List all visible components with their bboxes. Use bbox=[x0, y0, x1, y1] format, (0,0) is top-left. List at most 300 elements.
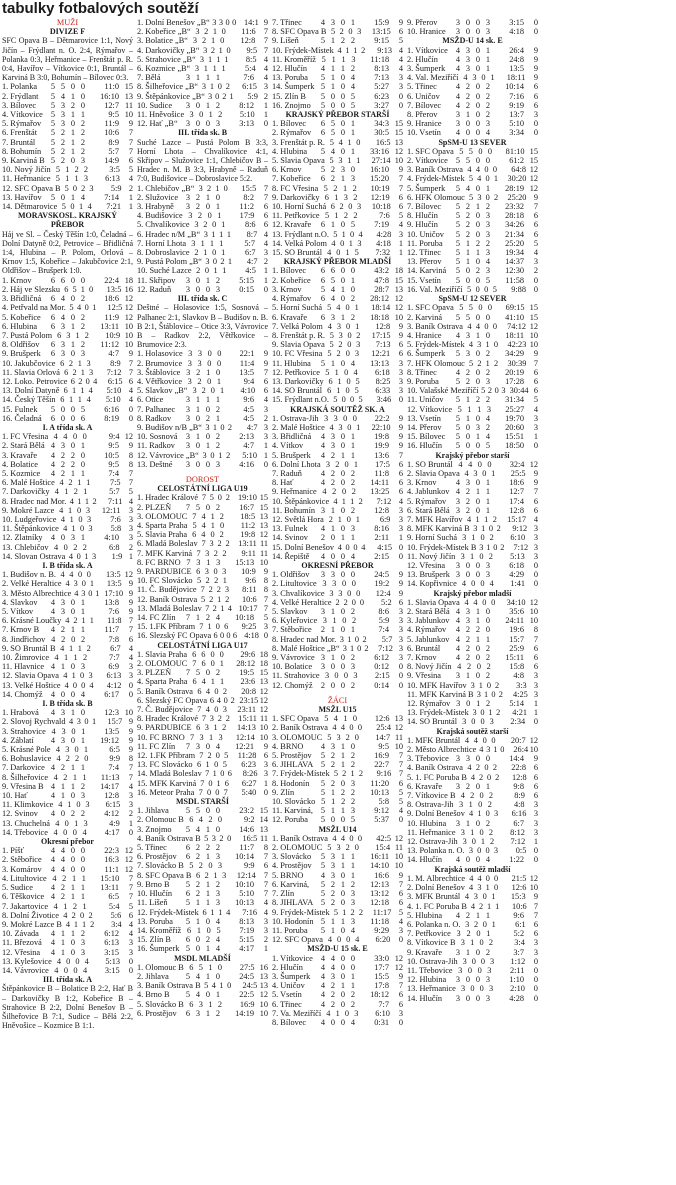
score: 10:6 bbox=[241, 594, 257, 604]
points: 11 bbox=[259, 833, 268, 843]
score: 15:20 bbox=[370, 174, 389, 184]
score: 3:46 bbox=[376, 395, 392, 405]
points: 15 bbox=[259, 668, 268, 678]
score: 11:6 bbox=[241, 27, 256, 37]
draws: 2 bbox=[73, 542, 78, 552]
matches: 3 bbox=[455, 110, 460, 120]
team-name: 14. Mladá Boleslav bbox=[137, 769, 202, 779]
losses: 0 bbox=[485, 754, 490, 764]
draws: 0 bbox=[217, 82, 222, 92]
points: 7 bbox=[263, 183, 268, 193]
table-row bbox=[272, 598, 403, 607]
wins: 5 bbox=[465, 312, 470, 322]
matches: 3 bbox=[199, 54, 204, 64]
table-row bbox=[407, 846, 538, 855]
team-name: 7. Jakartovice bbox=[2, 901, 49, 911]
score: 8:13 bbox=[374, 64, 389, 74]
table-row bbox=[407, 248, 538, 257]
wins: 1 bbox=[195, 916, 200, 926]
table-row bbox=[407, 276, 538, 285]
points: 11 bbox=[259, 548, 268, 558]
wins: 2 bbox=[330, 879, 335, 889]
table-row bbox=[407, 64, 538, 73]
score: 9:16 bbox=[376, 769, 392, 779]
points: 10 bbox=[259, 557, 269, 567]
matches: 4 bbox=[64, 680, 69, 690]
draws: 0 bbox=[475, 257, 480, 267]
table-row bbox=[2, 874, 133, 883]
score: 8:7 bbox=[246, 229, 258, 239]
matches: 4 bbox=[50, 938, 55, 948]
draws: 0 bbox=[70, 275, 75, 285]
draws: 0 bbox=[70, 413, 75, 423]
wins: 2 bbox=[465, 505, 470, 515]
score: 7:16 bbox=[509, 91, 524, 101]
team-name: 14. Šumperk bbox=[272, 82, 315, 92]
losses: 2 bbox=[350, 64, 355, 74]
matches: 4 bbox=[53, 827, 58, 837]
points: 4 bbox=[398, 220, 403, 230]
matches: 4 bbox=[50, 533, 55, 543]
draws: 0 bbox=[475, 45, 480, 55]
losses: 2 bbox=[225, 493, 230, 503]
score: 17:5 bbox=[375, 459, 390, 469]
team-name: 15. Zlín B bbox=[272, 91, 306, 101]
draws: 1 bbox=[475, 616, 480, 626]
team-name: 6. Hradec n/M „B“ bbox=[137, 229, 201, 239]
score: 26:4 bbox=[513, 745, 529, 755]
wins: 2 bbox=[339, 27, 344, 37]
page-title: tabulky fotbalových soutěží bbox=[2, 0, 199, 17]
table-row bbox=[407, 579, 538, 588]
draws: 0 bbox=[343, 671, 349, 681]
score: 24:5 bbox=[374, 570, 389, 580]
table-row bbox=[137, 512, 268, 521]
team-name: 12. Poruba bbox=[272, 815, 308, 825]
losses: 0 bbox=[86, 570, 91, 580]
points: 1 bbox=[263, 944, 268, 954]
wins: 1 bbox=[331, 54, 336, 64]
matches: 4 bbox=[469, 873, 474, 883]
wins: 3 bbox=[209, 539, 214, 549]
losses: 1 bbox=[491, 919, 496, 929]
matches: 4 bbox=[455, 487, 460, 497]
wins: 3 bbox=[465, 754, 470, 764]
losses: 0 bbox=[350, 953, 355, 963]
wins: 1 bbox=[330, 82, 335, 92]
score: 18:5 bbox=[240, 511, 256, 521]
wins: 1 bbox=[71, 386, 77, 396]
score: 3:15 bbox=[104, 947, 119, 957]
matches: 6 bbox=[64, 284, 69, 294]
score: 16:5 bbox=[375, 137, 391, 147]
team-name: 7. Třinec bbox=[272, 18, 302, 27]
losses: 0 bbox=[217, 962, 223, 972]
wins: 1 bbox=[195, 898, 200, 908]
table-row bbox=[2, 920, 133, 929]
score: 4:28 bbox=[509, 993, 524, 1003]
losses: 1 bbox=[350, 861, 355, 871]
draws: 0 bbox=[205, 119, 210, 129]
matches: 4 bbox=[455, 855, 460, 865]
team-name: 6. Karviná, bbox=[272, 879, 310, 889]
draws: 0 bbox=[340, 990, 345, 1000]
score: 9:5 bbox=[108, 459, 119, 469]
draws: 0 bbox=[479, 938, 484, 948]
score: 18:6 bbox=[104, 294, 119, 304]
table-row bbox=[272, 815, 403, 824]
losses: 4 bbox=[89, 680, 94, 690]
draws: 0 bbox=[475, 643, 480, 653]
team-name: 1. Jihlava bbox=[137, 806, 169, 816]
score: 43:2 bbox=[374, 266, 389, 276]
table-row bbox=[272, 733, 403, 742]
table-row bbox=[137, 595, 268, 604]
team-name: 5. Vítkov bbox=[2, 607, 34, 616]
table-row bbox=[2, 294, 133, 303]
score: 15:7 bbox=[107, 717, 123, 727]
score: 3:4 bbox=[111, 919, 122, 929]
losses: 2 bbox=[489, 533, 494, 543]
matches: 7 bbox=[185, 502, 190, 512]
wins: 0 bbox=[477, 846, 482, 856]
losses: 2 bbox=[80, 119, 85, 129]
points: 7 bbox=[263, 27, 268, 37]
team-name: 11. Kroměříž bbox=[272, 54, 316, 64]
points: 5 bbox=[398, 787, 403, 797]
competition-heading: MSŽL U14 bbox=[318, 824, 357, 834]
score: 10:14 bbox=[235, 852, 254, 862]
draws: 1 bbox=[347, 156, 352, 166]
table-row bbox=[407, 994, 538, 1003]
score: 16:9 bbox=[374, 751, 389, 761]
team-name: 6. Kyleřovice bbox=[272, 616, 318, 626]
points: 10 bbox=[529, 745, 538, 755]
points: 10 bbox=[529, 330, 538, 340]
losses: 2 bbox=[485, 82, 490, 92]
wins: 3 bbox=[61, 726, 66, 736]
team-name: 12. Raduň bbox=[137, 284, 172, 294]
table-row bbox=[272, 671, 403, 680]
team-name: 8. JIHLAVA bbox=[272, 898, 314, 908]
losses: 1 bbox=[83, 745, 89, 755]
matches: 6 bbox=[196, 723, 201, 733]
team-name: 7. Bílovec bbox=[407, 202, 442, 212]
table-row bbox=[137, 55, 268, 64]
losses: 2 bbox=[487, 800, 492, 810]
draws: 1 bbox=[77, 643, 82, 653]
losses: 0 bbox=[80, 855, 85, 865]
table-row bbox=[407, 671, 538, 680]
points: 3 bbox=[533, 680, 539, 690]
table-row bbox=[137, 567, 268, 576]
losses: 6 bbox=[80, 413, 85, 423]
wins: 0 bbox=[195, 275, 200, 285]
points: 10 bbox=[529, 883, 538, 893]
losses: 1 bbox=[485, 54, 490, 64]
points: 8 bbox=[533, 625, 538, 635]
draws: 0 bbox=[226, 631, 231, 641]
matches: 3 bbox=[320, 505, 326, 515]
wins: 0 bbox=[341, 395, 346, 405]
table-row bbox=[407, 809, 538, 818]
losses: 1 bbox=[215, 73, 220, 83]
team-name: 10. Bolatice bbox=[272, 662, 313, 672]
losses: 2 bbox=[227, 422, 232, 432]
losses: 1 bbox=[215, 413, 220, 423]
draws: 1 bbox=[74, 174, 79, 184]
points: 7 bbox=[263, 367, 269, 377]
score: 9:5 bbox=[108, 110, 119, 120]
points: 3 bbox=[398, 514, 404, 524]
draws: 2 bbox=[217, 539, 222, 549]
matches: 5 bbox=[329, 156, 334, 166]
draws: 1 bbox=[350, 769, 355, 779]
draws: 1 bbox=[70, 128, 75, 138]
wins: 0 bbox=[60, 192, 65, 202]
team-name: 8. Jindřichov bbox=[2, 634, 46, 644]
matches: 5 bbox=[455, 349, 460, 359]
losses: 3 bbox=[485, 993, 490, 1003]
team-name: 2. Hlučín bbox=[272, 962, 303, 972]
table-row bbox=[407, 285, 538, 294]
table-row bbox=[137, 549, 268, 558]
points: 0 bbox=[398, 662, 403, 672]
score: 15:5 bbox=[374, 971, 389, 981]
team-name: 2. PLZEŇ bbox=[137, 502, 172, 512]
matches: 4 bbox=[63, 910, 68, 920]
wins: 0 bbox=[72, 680, 78, 690]
table-row bbox=[2, 276, 133, 285]
draws: 2 bbox=[219, 833, 224, 843]
losses: 0 bbox=[352, 413, 357, 423]
table-row bbox=[407, 708, 538, 717]
points: 7 bbox=[398, 879, 403, 889]
points: 15 bbox=[529, 156, 538, 166]
losses: 1 bbox=[485, 45, 490, 55]
table-row bbox=[407, 957, 538, 966]
losses: 3 bbox=[350, 889, 355, 899]
losses: 2 bbox=[485, 91, 490, 101]
team-name: 1. Vítkovice bbox=[272, 953, 313, 963]
draws: 2 bbox=[475, 395, 480, 405]
losses: 3 bbox=[80, 791, 85, 801]
table-row bbox=[272, 469, 403, 478]
team-name: 4. Frýdek-Místek bbox=[407, 174, 465, 184]
score: 12:7 bbox=[104, 100, 119, 110]
draws: 0 bbox=[78, 514, 83, 524]
matches: 6 bbox=[60, 395, 65, 405]
table-row bbox=[407, 920, 538, 929]
table-row bbox=[272, 73, 403, 82]
score: 5:9 bbox=[110, 183, 122, 193]
wins: 0 bbox=[330, 815, 335, 825]
draws: 1 bbox=[342, 183, 348, 193]
wins: 2 bbox=[465, 634, 470, 644]
table-row bbox=[407, 349, 538, 358]
losses: 1 bbox=[221, 64, 226, 74]
team-name: 12. Vřesina bbox=[2, 947, 41, 957]
points: 3 bbox=[398, 82, 403, 92]
team-name: 5. Sudice bbox=[2, 883, 33, 893]
team-name: 8. Vítkovice B bbox=[407, 938, 456, 948]
score: 4:7 bbox=[246, 257, 258, 267]
matches: 4 bbox=[60, 514, 66, 524]
draws: 0 bbox=[207, 358, 212, 368]
points: 4 bbox=[398, 496, 403, 506]
matches: 5 bbox=[185, 898, 190, 908]
draws: 1 bbox=[476, 699, 481, 709]
score: 22:5 bbox=[239, 990, 254, 1000]
points: 5 bbox=[263, 613, 268, 622]
wins: 3 bbox=[465, 64, 470, 74]
score: 19:8 bbox=[374, 432, 389, 442]
matches: 4 bbox=[69, 717, 74, 727]
table-row bbox=[272, 880, 403, 889]
wins: 1 bbox=[477, 809, 482, 819]
losses: 2 bbox=[222, 686, 228, 696]
draws: 0 bbox=[205, 459, 210, 469]
matches: 4 bbox=[332, 833, 337, 843]
draws: 2 bbox=[341, 797, 346, 807]
matches: 4 bbox=[50, 855, 55, 865]
team-name: 11. Petřkovice bbox=[272, 211, 320, 221]
matches: 5 bbox=[329, 137, 334, 147]
wins: 1 bbox=[330, 358, 335, 368]
points: 0 bbox=[128, 827, 134, 837]
table-row bbox=[2, 487, 133, 496]
table-row bbox=[2, 349, 133, 358]
points: 12 bbox=[394, 294, 403, 304]
points: 0 bbox=[533, 27, 538, 37]
table-row bbox=[407, 782, 538, 791]
table-row bbox=[2, 543, 133, 552]
table-row bbox=[2, 92, 133, 101]
points: 0 bbox=[398, 935, 403, 945]
team-name: 3. Město Albrechtice bbox=[2, 588, 72, 598]
draws: 0 bbox=[479, 984, 484, 994]
draws: 0 bbox=[340, 607, 345, 616]
points: 7 bbox=[398, 769, 404, 779]
draws: 0 bbox=[475, 993, 480, 1003]
table-row bbox=[2, 855, 133, 864]
losses: 0 bbox=[219, 520, 225, 530]
wins: 2 bbox=[330, 478, 335, 488]
table-row bbox=[407, 883, 538, 892]
draws: 1 bbox=[487, 901, 492, 911]
losses: 3 bbox=[485, 27, 490, 37]
draws: 1 bbox=[205, 879, 210, 889]
score: 28:12 bbox=[370, 294, 389, 304]
wins: 4 bbox=[60, 294, 65, 304]
losses: 3 bbox=[493, 846, 498, 856]
losses: 3 bbox=[490, 956, 495, 966]
table-row bbox=[2, 377, 133, 386]
score: 7:13 bbox=[375, 340, 391, 350]
score: 17:4 bbox=[509, 496, 524, 506]
table-row bbox=[2, 938, 133, 947]
points: 10 bbox=[124, 708, 133, 718]
score: 17:10 bbox=[104, 588, 124, 598]
team-name: 9. Karviná B bbox=[2, 156, 45, 166]
team-name: 8. Bílovec bbox=[272, 1017, 307, 1027]
score: 47:8 bbox=[374, 275, 389, 285]
wins: 3 bbox=[211, 833, 216, 843]
losses: 1 bbox=[219, 677, 225, 687]
score: 20:8 bbox=[241, 686, 257, 696]
team-name: 14. Karviná bbox=[407, 266, 447, 276]
points: 6 bbox=[533, 919, 538, 929]
points: 3 bbox=[263, 432, 268, 442]
wins: 2 bbox=[333, 183, 338, 193]
losses: 4 bbox=[82, 827, 87, 837]
team-name: 16. Znojmo bbox=[272, 100, 311, 110]
draws: 1 bbox=[340, 852, 345, 862]
losses: 2 bbox=[215, 1008, 220, 1018]
losses: 2 bbox=[493, 192, 499, 202]
wins: 1 bbox=[345, 45, 350, 55]
table-row bbox=[2, 524, 133, 533]
matches: 2 bbox=[196, 266, 201, 276]
matches: 5 bbox=[320, 358, 325, 368]
draws: 0 bbox=[344, 1008, 350, 1018]
table-row bbox=[407, 423, 538, 432]
wins: 1 bbox=[69, 514, 74, 524]
wins: 1 bbox=[205, 760, 210, 770]
draws: 1 bbox=[70, 110, 75, 120]
table-row bbox=[272, 313, 403, 322]
score: 9:13 bbox=[377, 45, 393, 55]
losses: 2 bbox=[358, 769, 363, 779]
draws: 0 bbox=[475, 27, 480, 37]
matches: 5 bbox=[50, 156, 55, 166]
table-row bbox=[137, 101, 268, 110]
losses: 2 bbox=[361, 45, 366, 55]
wins: 0 bbox=[465, 275, 470, 285]
wins: 2 bbox=[330, 999, 335, 1009]
score: 1:9 bbox=[111, 551, 123, 561]
competition-heading: I. B třída sk. A bbox=[42, 560, 93, 570]
points: 9 bbox=[128, 579, 134, 589]
points: 6 bbox=[263, 211, 269, 221]
score: 7:11 bbox=[107, 496, 123, 506]
points: 4 bbox=[128, 781, 133, 791]
matches: 4 bbox=[332, 723, 337, 733]
matches: 5 bbox=[327, 349, 332, 359]
team-name: 12. SFC Opava bbox=[272, 935, 323, 945]
table-row bbox=[407, 359, 538, 368]
table-row bbox=[137, 788, 268, 797]
losses: 2 bbox=[485, 818, 490, 828]
wins: 5 bbox=[468, 146, 473, 156]
table-row bbox=[2, 745, 133, 754]
wins: 3 bbox=[65, 745, 70, 755]
points: 4 bbox=[128, 395, 133, 405]
points: 10 bbox=[124, 330, 133, 340]
draws: 0 bbox=[475, 505, 480, 515]
losses: 2 bbox=[350, 990, 355, 1000]
points: 12 bbox=[529, 321, 538, 331]
matches: 5 bbox=[455, 238, 460, 248]
matches: 3 bbox=[460, 551, 465, 561]
team-name: 7. Frýdek-Místek bbox=[272, 769, 330, 779]
losses: 4 bbox=[350, 551, 355, 561]
matches: 4 bbox=[455, 625, 460, 635]
losses: 0 bbox=[487, 459, 492, 469]
wins: 4 bbox=[201, 530, 206, 540]
team-name: 11. Karviná, bbox=[272, 806, 313, 816]
table-row bbox=[2, 791, 133, 800]
